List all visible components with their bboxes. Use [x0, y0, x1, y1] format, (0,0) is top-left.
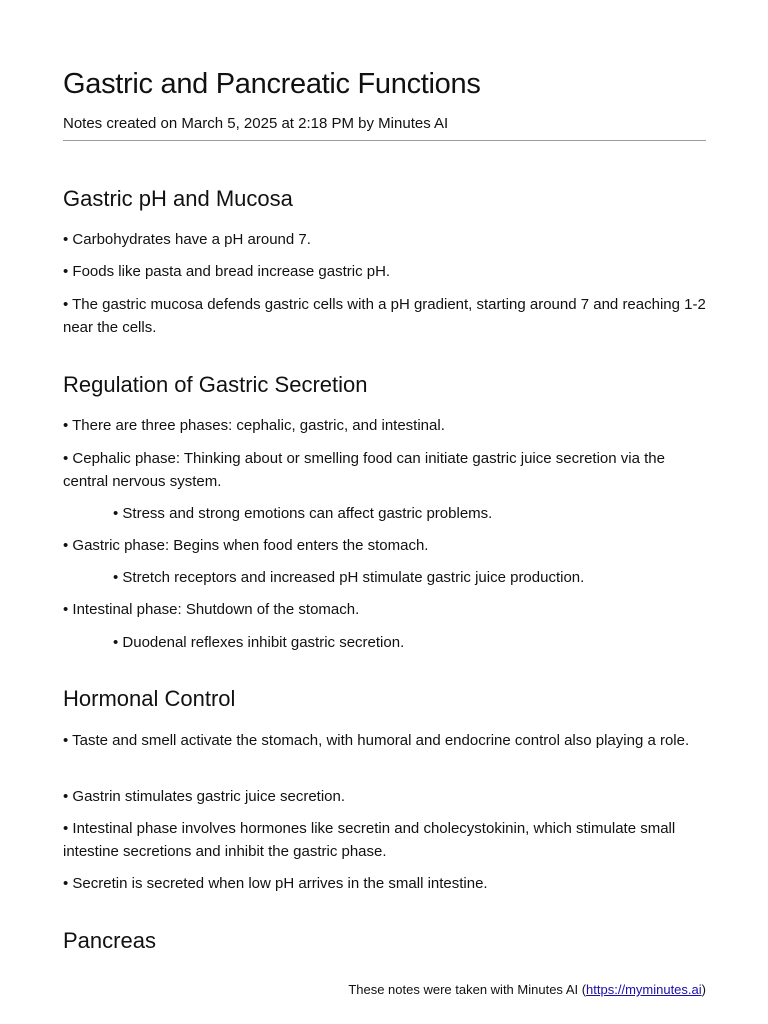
footer-attribution: [348, 981, 706, 999]
footer-text-end: ): [701, 982, 706, 997]
sub-list-item: • Stretch receptors and increased pH stimulate gastric juice production.: [113, 569, 585, 586]
list-item: • Taste and smell activate the stomach, with humoral and endocrine control also playing a role.: [63, 732, 690, 749]
title-divider: [63, 140, 706, 141]
section-heading-regulation: Regulation of Gastric Secretion: [63, 372, 368, 397]
page-title: Gastric and Pancreatic Functions: [63, 68, 481, 100]
section-heading-gastric-ph: Gastric pH and Mucosa: [63, 186, 293, 211]
list-item: • Intestinal phase: Shutdown of the stomach.: [63, 601, 360, 618]
list-item: • Carbohydrates have a pH around 7.: [63, 231, 311, 248]
list-item: • Secretin is secreted when low pH arrives in the small intestine.: [63, 875, 488, 892]
list-item: • The gastric mucosa defends gastric cells with a pH gradient, starting around 7 and reaching 1-2 near the cells.: [63, 296, 706, 336]
list-item: • Intestinal phase involves hormones like secretin and cholecystokinin, which stimulate small intestine secretions and inhibit the gastric phase.: [63, 820, 676, 860]
list-item: • Gastric phase: Begins when food enters the stomach.: [63, 537, 429, 554]
section-heading-pancreas: Pancreas: [63, 928, 156, 953]
footer-link[interactable]: https://myminutes.ai: [586, 982, 702, 997]
list-item: • Cephalic phase: Thinking about or smelling food can initiate gastric juice secretion via the central nervous system.: [63, 450, 665, 490]
footer-text: These notes were taken with Minutes AI (: [348, 982, 587, 997]
list-item: • Foods like pasta and bread increase gastric pH.: [63, 263, 391, 280]
page-subtitle: Notes created on March 5, 2025 at 2:18 PM by Minutes AI: [63, 115, 449, 132]
sub-list-item: • Stress and strong emotions can affect gastric problems.: [113, 505, 493, 522]
section-heading-hormonal: Hormonal Control: [63, 686, 236, 711]
sub-list-item: • Duodenal reflexes inhibit gastric secretion.: [113, 634, 405, 651]
list-item: • Gastrin stimulates gastric juice secretion.: [63, 788, 346, 805]
list-item: • There are three phases: cephalic, gastric, and intestinal.: [63, 417, 445, 434]
